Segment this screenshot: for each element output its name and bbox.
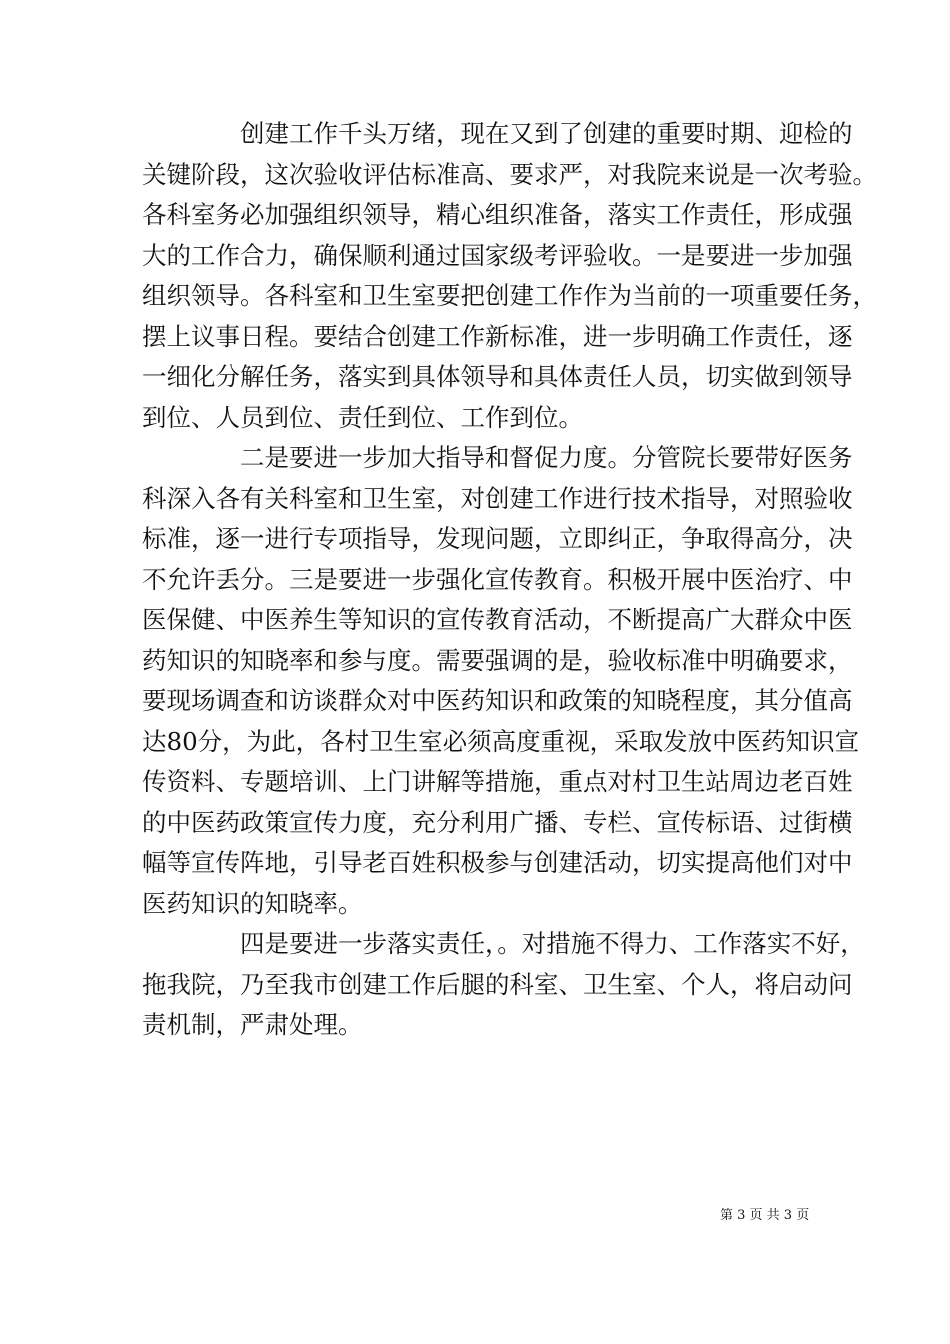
paragraph-line: 要现场调查和访谈群众对中医药知识和政策的知晓程度，其分值高 — [142, 686, 853, 715]
document-body — [142, 114, 877, 1046]
paragraph-line: 科深入各有关科室和卫生室，对创建工作进行技术指导，对照验收 — [142, 483, 853, 513]
paragraph-line: 传资料、专题培训、上门讲解等措施，重点对村卫生站周边老百姓 — [142, 767, 853, 796]
paragraph-line: 组织领导。各科室和卫生室要把创建工作作为当前的一项重要任务， — [142, 281, 877, 310]
paragraph-2 — [142, 438, 860, 924]
paragraph-1 — [142, 114, 877, 438]
paragraph-line: 标准，逐一进行专项指导，发现问题，立即纠正，争取得高分，决 — [142, 524, 853, 553]
paragraph-line: 各科室务必加强组织领导，精心组织准备，落实工作责任，形成强 — [142, 200, 853, 229]
paragraph-line: 一细化分解任务，落实到具体领导和具体责任人员，切实做到领导 — [142, 362, 853, 391]
paragraph-line: 大的工作合力，确保顺利通过国家级考评验收。一是要进一步加强 — [142, 240, 853, 270]
paragraph-line: 的中医药政策宣传力度，充分利用广播、专栏、宣传标语、过街横 — [142, 807, 853, 837]
paragraph-line: 药知识的知晓率和参与度。需要强调的是，验收标准中明确要求， — [142, 645, 853, 675]
paragraph-line: 不允许丢分。三是要进一步强化宣传教育。积极开展中医治疗、中 — [142, 564, 853, 594]
paragraph-line: 关键阶段，这次验收评估标准高、要求严，对我院来说是一次考验。 — [142, 159, 877, 189]
paragraph-line: 幅等宣传阵地，引导老百姓积极参与创建活动，切实提高他们对中 — [142, 848, 853, 877]
paragraph-line: 医保健、中医养生等知识的宣传教育活动，不断提高广大群众中医 — [142, 605, 853, 634]
paragraph-line: 医药知识的知晓率。 — [142, 888, 363, 918]
paragraph-line: 创建工作千头万绪，现在又到了创建的重要时期、迎检的 — [240, 119, 853, 148]
paragraph-3 — [142, 924, 865, 1046]
paragraph-line: 到位、人员到位、责任到位、工作到位。 — [142, 402, 583, 432]
paragraph-line: 拖我院，乃至我市创建工作后腿的科室、卫生室、个人，将启动问 — [142, 969, 853, 999]
paragraph-line: 达80分，为此，各村卫生室必须高度重视，采取发放中医药知识宣 — [142, 726, 860, 756]
paragraph-line: 责机制，严肃处理。 — [142, 1010, 363, 1039]
paragraph-line: 摆上议事日程。要结合创建工作新标准，进一步明确工作责任，逐 — [142, 321, 853, 351]
paragraph-line: 二是要进一步加大指导和督促力度。分管院长要带好医务 — [240, 443, 853, 472]
page-footer: 第 3 页 共 3 页 — [720, 1208, 810, 1223]
paragraph-line: 四是要进一步落实责任，。对措施不得力、工作落实不好， — [240, 929, 865, 958]
